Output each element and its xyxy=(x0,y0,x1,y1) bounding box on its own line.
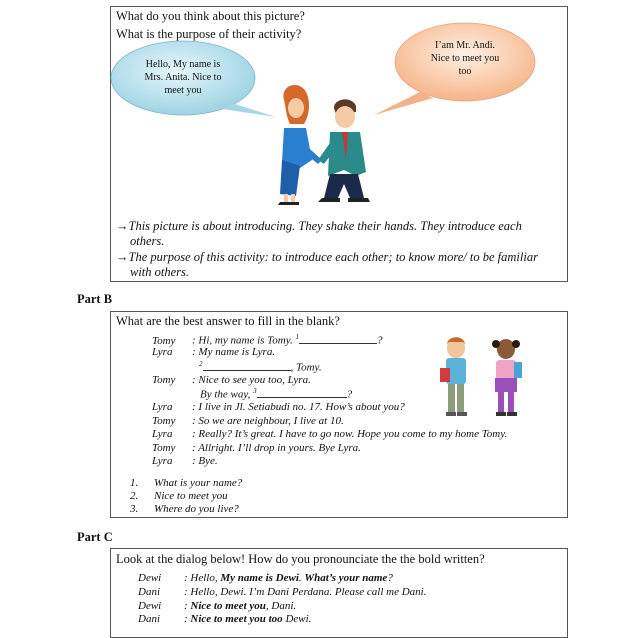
dialog-row-2 xyxy=(152,346,275,358)
dialog-row-5 xyxy=(200,387,352,401)
dialog-line: : So we are neighbour, I live at 10. xyxy=(192,415,344,427)
dialog-speaker: Lyra xyxy=(152,346,173,358)
dialog-speaker: Dani xyxy=(138,613,160,625)
answer-item-1 xyxy=(130,477,242,489)
blank-number: 3 xyxy=(253,387,257,395)
dialog-row-6 xyxy=(152,401,405,413)
answer-text: Where do you live? xyxy=(154,503,239,515)
speech-bubble-right-line-2: Nice to meet you xyxy=(430,53,500,64)
dialog-line: . xyxy=(298,572,305,584)
dialog-speaker: Dani xyxy=(138,586,160,598)
answer-number: 3. xyxy=(130,503,139,515)
part-b-question: What are the best answer to fill in the blank? xyxy=(116,314,340,328)
speech-bubble-left-line-3: meet you xyxy=(164,85,202,96)
part-c-row-2 xyxy=(138,586,426,598)
man-figure xyxy=(318,99,370,202)
bold-phrase: What’s your name xyxy=(304,572,388,584)
dialog-line-end: ? xyxy=(346,388,353,401)
boy-figure xyxy=(440,337,467,416)
speech-bubble-left-line-1: Hello, My name is xyxy=(145,59,221,70)
part-a-question-2: What is the purpose of their activity? xyxy=(116,27,302,41)
part-a-answer-2-line-1: →The purpose of this activity: to introduce each other; to know more/ to be familiar xyxy=(116,250,538,264)
dialog-speaker: Dewi xyxy=(138,572,162,584)
bold-phrase: Nice to meet you xyxy=(190,600,266,612)
answer-number: 2. xyxy=(130,490,139,502)
dialog-speaker: Tomy xyxy=(152,415,176,427)
part-c-row-1 xyxy=(138,572,393,584)
part-a-answer-2-line-2: with others. xyxy=(130,265,190,279)
speech-bubble-right-line-3: too xyxy=(458,66,472,77)
part-a-answer-1-line-1: →This picture is about introducing. They shake their hands. They introduce each xyxy=(116,219,522,233)
dialog-row-3 xyxy=(199,360,322,374)
blank-1 xyxy=(299,334,377,344)
dialog-row-9 xyxy=(152,442,361,454)
dialog-row-4 xyxy=(152,374,311,386)
dialog-row-1 xyxy=(152,333,382,347)
dialog-line: , Dani. xyxy=(265,600,297,612)
answer-text: Nice to meet you xyxy=(154,490,228,502)
speech-bubble-left-line-2: Mrs. Anita. Nice to xyxy=(144,72,222,83)
dialog-speaker: Dewi xyxy=(138,600,162,612)
blank-number: 2 xyxy=(199,360,203,368)
dialog-speaker: Lyra xyxy=(152,428,173,440)
dialog-row-10 xyxy=(152,455,218,467)
dialog-speaker: Tomy xyxy=(152,334,176,347)
answer-item-2 xyxy=(130,490,228,502)
dialog-speaker: Lyra xyxy=(152,401,173,413)
girl-figure xyxy=(492,339,522,416)
dialog-line: : My name is Lyra. xyxy=(192,346,276,358)
dialog-line: : xyxy=(184,600,191,612)
answer-number: 1. xyxy=(130,477,139,489)
part-c-row-4 xyxy=(138,613,311,625)
dialog-line: : xyxy=(184,613,191,625)
dialog-line: : Nice to see you too, Lyra. xyxy=(192,374,311,386)
bold-phrase: My name is Dewi xyxy=(220,572,299,584)
dialog-line: : Hello, Dewi. I’m Dani Perdana. Please call me Dani. xyxy=(184,586,427,598)
blank-3 xyxy=(257,388,347,398)
answer-item-3 xyxy=(130,503,239,515)
dialog-line: : I live in Jl. Setiabudi no. 17. How’s about you? xyxy=(192,401,405,413)
speech-bubble-right-line-1: I’am Mr. Andi. xyxy=(435,40,495,51)
blank-number: 1 xyxy=(295,333,299,341)
dialog-line-end: , Tomy. xyxy=(290,361,322,374)
dialog-line: : Hi, my name is Tomy. xyxy=(192,334,296,347)
dialog-line: ? xyxy=(387,572,393,584)
blank-2 xyxy=(203,361,291,371)
part-c-row-3 xyxy=(138,600,296,612)
dialog-line: Dewi. xyxy=(282,613,312,625)
dialog-line: : Really? It’s great. I have to go now. Hope you come to my home Tomy. xyxy=(192,428,508,440)
dialog-line: : Bye. xyxy=(192,455,218,467)
dialog-row-7 xyxy=(152,415,344,427)
dialog-line-end: ? xyxy=(376,334,383,347)
part-c-question: Look at the dialog below! How do you pronounciate the the bold written? xyxy=(116,552,485,566)
dialog-speaker: Tomy xyxy=(152,442,176,454)
dialog-row-8 xyxy=(152,428,507,440)
part-a-question-1: What do you think about this picture? xyxy=(116,9,305,23)
answer-text: What is your name? xyxy=(154,477,243,489)
dialog-line: : Allright. I’ll drop in yours. Bye Lyra. xyxy=(192,442,361,454)
dialog-line: : Hello, xyxy=(184,572,221,584)
dialog-speaker: Tomy xyxy=(152,374,176,386)
woman-figure xyxy=(278,85,322,205)
part-c-heading: Part C xyxy=(77,530,113,544)
part-a-answer-1-line-2: others. xyxy=(130,234,165,248)
dialog-line: By the way, xyxy=(200,388,254,401)
dialog-speaker: Lyra xyxy=(152,455,173,467)
bold-phrase: Nice to meet you too xyxy=(190,613,283,625)
children-illustration xyxy=(436,334,536,424)
part-b-heading: Part B xyxy=(77,292,113,306)
